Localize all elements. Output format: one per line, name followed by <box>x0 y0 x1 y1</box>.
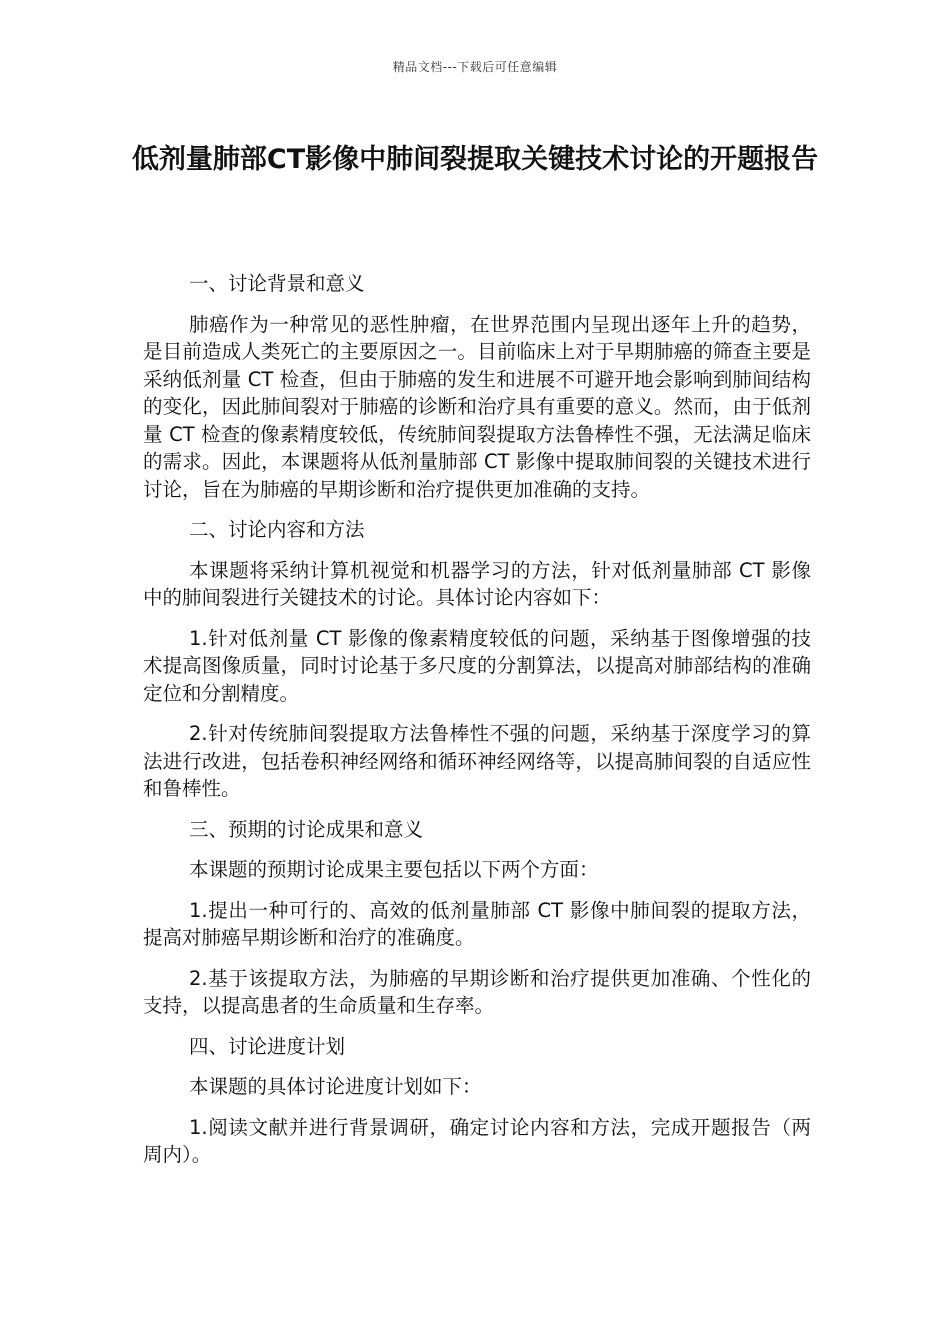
paragraph-results-item-1: 1.提出一种可行的、高效的低剂量肺部 CT 影像中肺间裂的提取方法，提高对肺癌早期诊断和治疗的准确度。 <box>143 898 811 949</box>
section-heading-schedule: 四、讨论进度计划 <box>189 1034 346 1058</box>
header-note: 精品文档---下载后可任意编辑 <box>392 60 558 74</box>
paragraph-schedule-intro: 本课题的具体讨论进度计划如下： <box>189 1075 482 1098</box>
document-body <box>143 270 811 1182</box>
paragraph-schedule-item-1: 1.阅读文献并进行背景调研，确定讨论内容和方法，完成开题报告（两周内）。 <box>143 1115 811 1166</box>
paragraph-methods-item-1: 1.针对低剂量 CT 影像的像素精度较低的问题，采纳基于图像增强的技术提高图像质量，同时讨论基于多尺度的分割算法，以提高对肺部结构的准确定位和分割精度。 <box>143 626 811 705</box>
paragraph-methods-intro: 本课题将采纳计算机视觉和机器学习的方法，针对低剂量肺部 CT 影像中的肺间裂进行关键技术的讨论。具体讨论内容如下： <box>143 558 811 609</box>
paragraph-methods-item-2: 2.针对传统肺间裂提取方法鲁棒性不强的问题，采纳基于深度学习的算法进行改进，包括卷积神经网络和循环神经网络等，以提高肺间裂的自适应性和鲁棒性。 <box>143 722 811 800</box>
section-heading-background: 一、讨论背景和意义 <box>189 272 365 295</box>
paragraph-background: 肺癌作为一种常见的恶性肿瘤，在世界范围内呈现出逐年上升的趋势，是目前造成人类死亡的主要原因之一。目前临床上对于早期肺癌的筛查主要是采纳低剂量 CT 检查，但由于肺癌的发生和进展不可避开地会影响到肺间结构的变化，因此肺间裂对于肺癌的诊断和治疗具有重要的意义。然而，由于低剂量 CT 检查的像素精度较低，传统肺间裂提取方法鲁棒性不强，无法满足临床的需求。因此，本课题将从低剂量肺部 CT 影像中提取肺间裂的关键技术进行讨论，旨在为肺癌的早期诊断和治疗提供更加准确的支持。 <box>143 312 811 501</box>
document-title: 低剂量肺部CT影像中肺间裂提取关键技术讨论的开题报告 <box>131 144 819 175</box>
section-heading-content-methods: 二、讨论内容和方法 <box>189 518 365 541</box>
section-heading-expected-results: 三、预期的讨论成果和意义 <box>189 817 424 841</box>
paragraph-results-item-2: 2.基于该提取方法，为肺癌的早期诊断和治疗提供更加准确、个性化的支持，以提高患者的生命质量和生存率。 <box>143 966 811 1017</box>
paragraph-results-intro: 本课题的预期讨论成果主要包括以下两个方面： <box>189 858 599 881</box>
